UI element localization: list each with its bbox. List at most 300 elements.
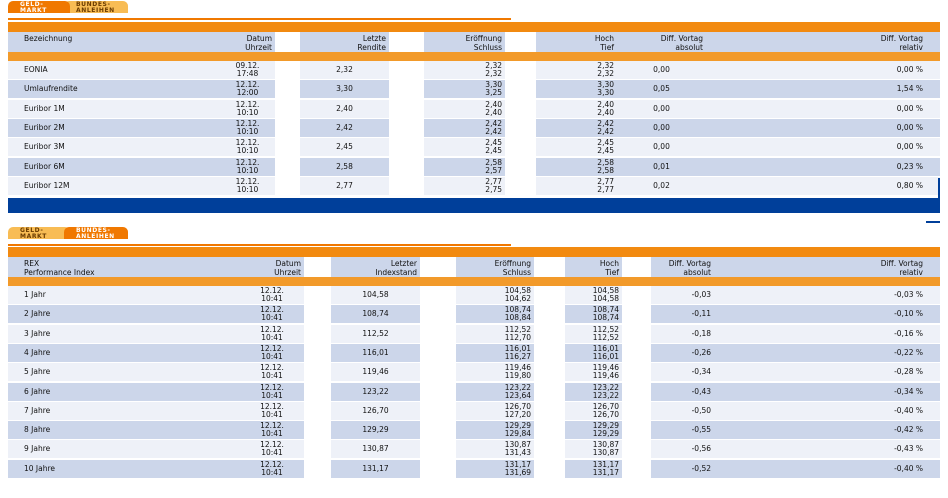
column-gap <box>622 383 651 401</box>
cell-highlow <box>565 460 622 478</box>
header-rex: REX Performance Index <box>24 259 95 277</box>
cell-time: 10:10 <box>236 146 259 156</box>
column-gap <box>505 61 536 79</box>
cell-open: 108,74 <box>504 305 531 315</box>
cell-last: 112,52 <box>362 328 389 338</box>
side-marker <box>938 178 940 198</box>
cell-time: 10:10 <box>236 107 259 117</box>
cell-datetime <box>240 325 304 343</box>
header-eroeffnung[interactable]: Eröffnung Schluss <box>494 259 531 277</box>
cell-close: 119,80 <box>504 371 531 381</box>
column-gap <box>534 460 565 478</box>
column-gap <box>534 440 565 458</box>
cell-rel: -0,16 % <box>894 328 923 338</box>
cell-abs: 0,00 <box>653 142 670 152</box>
cell-abs: -0,11 <box>691 309 711 319</box>
cell-openclose <box>424 100 505 118</box>
cell-openclose <box>424 177 505 195</box>
cell-low: 2,32 <box>597 69 614 78</box>
cell-low: 108,74 <box>592 313 619 323</box>
cell-abs: -0,34 <box>691 367 711 377</box>
cell-high: 2,58 <box>597 157 614 167</box>
cell-rel: 0,80 % <box>896 180 923 190</box>
cell-time: 10:10 <box>236 165 259 175</box>
cell-openclose <box>456 344 534 362</box>
table-row[interactable] <box>8 440 940 458</box>
cell-name: Euribor 1M <box>24 103 65 113</box>
cell-last: 2,32 <box>336 65 353 74</box>
cell-close: 2,57 <box>485 165 502 175</box>
cell-last: 104,58 <box>362 290 389 299</box>
cell-rel: -0,10 % <box>894 309 923 319</box>
header-diff-relativ[interactable]: Diff. Vortag relativ <box>880 259 923 277</box>
column-gap <box>304 440 331 458</box>
cell-name: 7 Jahre <box>24 405 51 415</box>
cell-close: 104,62 <box>504 294 531 303</box>
cell-low: 129,29 <box>592 429 619 439</box>
header-hoch[interactable]: Hoch Tief <box>594 34 614 52</box>
cell-last: 2,77 <box>336 180 353 190</box>
table-row[interactable] <box>8 138 940 156</box>
cell-high: 126,70 <box>592 401 619 411</box>
cell-rel: -0,34 % <box>894 386 923 396</box>
column-gap <box>420 402 456 420</box>
table-header <box>8 257 940 277</box>
cell-high: 3,30 <box>597 80 614 90</box>
cell-date: 12.12. <box>260 459 284 469</box>
column-gap <box>304 402 331 420</box>
cell-open: 126,70 <box>504 401 531 411</box>
cell-time: 10:41 <box>261 467 283 477</box>
cell-name: Euribor 6M <box>24 161 65 171</box>
column-gap <box>389 100 424 118</box>
cell-openclose <box>456 402 534 420</box>
cell-date: 12.12. <box>235 138 260 148</box>
column-gap <box>304 363 331 381</box>
column-gap <box>304 383 331 401</box>
cell-close: 2,42 <box>485 126 502 136</box>
table-head-bar <box>8 22 940 32</box>
column-gap <box>505 119 536 137</box>
cell-date: 12.12. <box>260 440 284 450</box>
cell-datetime <box>240 440 304 458</box>
column-gap <box>622 305 651 323</box>
cell-rel: -0,42 % <box>894 425 923 435</box>
column-gap <box>420 383 456 401</box>
cell-date: 12.12. <box>235 118 260 128</box>
cell-low: 130,87 <box>592 448 619 458</box>
cell-low: 2,40 <box>597 107 614 117</box>
cell-time: 10:41 <box>261 351 283 361</box>
column-gap <box>534 305 565 323</box>
column-gap <box>622 440 651 458</box>
cell-last: 131,17 <box>362 463 389 473</box>
header-eroeffnung[interactable]: Eröffnung Schluss <box>465 34 502 52</box>
cell-abs: -0,43 <box>691 386 711 396</box>
tab-bundesanleihen[interactable]: BUNDES- ANLEIHEN <box>64 227 128 239</box>
cell-openclose <box>456 460 534 478</box>
cell-close: 108,84 <box>504 313 531 323</box>
column-gap <box>622 421 651 439</box>
column-gap <box>304 421 331 439</box>
column-gap <box>534 402 565 420</box>
header-separator <box>8 277 940 286</box>
cell-datetime <box>240 363 304 381</box>
cell-rel: -0,28 % <box>894 367 923 377</box>
footer-bar <box>8 198 940 213</box>
cell-datetime <box>220 61 275 79</box>
cell-rel: 0,23 % <box>896 161 923 171</box>
column-gap <box>304 460 331 478</box>
cell-highlow <box>565 363 622 381</box>
cell-name: Umlaufrendite <box>24 84 78 94</box>
cell-rel: 0,00 % <box>896 103 923 113</box>
cell-name: 10 Jahre <box>24 463 56 473</box>
cell-time: 10:41 <box>261 332 283 342</box>
table-row[interactable] <box>8 325 940 343</box>
cell-time: 10:41 <box>261 429 283 439</box>
table-row[interactable] <box>8 305 940 323</box>
column-gap <box>275 61 300 79</box>
column-gap <box>622 325 651 343</box>
cell-abs: -0,56 <box>691 444 711 454</box>
cell-abs: -0,18 <box>691 328 711 338</box>
cell-datetime <box>240 402 304 420</box>
cell-abs: 0,02 <box>653 180 670 190</box>
cell-close: 123,64 <box>504 390 531 400</box>
cell-rel: 0,00 % <box>896 142 923 152</box>
cell-date: 12.12. <box>235 99 260 109</box>
cell-last: 108,74 <box>362 309 389 319</box>
column-gap <box>622 460 651 478</box>
column-gap <box>420 460 456 478</box>
cell-open: 2,32 <box>485 61 502 70</box>
cell-date: 12.12. <box>260 343 284 353</box>
tab-bar-bundesanleihen <box>8 227 128 239</box>
cell-highlow <box>565 286 622 304</box>
cell-close: 2,40 <box>485 107 502 117</box>
table-row[interactable] <box>8 402 940 420</box>
cell-time: 12:00 <box>236 88 259 98</box>
cell-abs: -0,50 <box>691 405 711 415</box>
cell-rel: 0,00 % <box>896 122 923 132</box>
cell-last: 129,29 <box>362 425 389 435</box>
cell-openclose <box>424 61 505 79</box>
cell-highlow <box>565 402 622 420</box>
cell-rel: -0,03 % <box>894 290 923 299</box>
cell-last: 2,45 <box>336 142 353 152</box>
header-letzter[interactable]: Letzter Indexstand <box>375 259 417 277</box>
column-gap <box>505 158 536 176</box>
column-gap <box>622 402 651 420</box>
cell-abs: 0,00 <box>653 103 670 113</box>
header-gap <box>420 257 456 277</box>
cell-highlow <box>536 138 617 156</box>
column-gap <box>304 286 331 304</box>
cell-open: 131,17 <box>504 459 531 469</box>
tab-bar-geldmarkt <box>8 1 128 13</box>
column-gap <box>534 383 565 401</box>
header-gap <box>275 32 300 52</box>
column-gap <box>420 363 456 381</box>
cell-high: 123,22 <box>592 382 619 392</box>
cell-close: 131,43 <box>504 448 531 458</box>
cell-high: 2,32 <box>597 61 614 70</box>
table-row[interactable] <box>8 119 940 137</box>
cell-high: 2,42 <box>597 118 614 128</box>
column-gap <box>275 80 300 98</box>
cell-highlow <box>536 177 617 195</box>
cell-openclose <box>424 119 505 137</box>
cell-name: 4 Jahre <box>24 347 51 357</box>
cell-highlow <box>565 383 622 401</box>
cell-datetime <box>220 119 275 137</box>
cell-datetime <box>220 100 275 118</box>
cell-abs: -0,52 <box>691 463 711 473</box>
column-gap <box>534 325 565 343</box>
cell-name: 3 Jahre <box>24 328 51 338</box>
cell-date: 12.12. <box>260 305 284 315</box>
cell-close: 129,84 <box>504 429 531 439</box>
cell-name: 5 Jahre <box>24 367 51 377</box>
cell-high: 104,58 <box>592 286 619 295</box>
cell-abs: 0,01 <box>653 161 670 171</box>
cell-high: 119,46 <box>592 363 619 373</box>
table-row[interactable] <box>8 100 940 118</box>
cell-last: 3,30 <box>336 84 353 94</box>
cell-name: Euribor 12M <box>24 180 70 190</box>
cell-rel: -0,40 % <box>894 463 923 473</box>
cell-close: 2,45 <box>485 146 502 156</box>
cell-open: 123,22 <box>504 382 531 392</box>
cell-date: 12.12. <box>260 363 284 373</box>
column-gap <box>534 286 565 304</box>
cell-time: 10:41 <box>261 313 283 323</box>
cell-date: 12.12. <box>260 401 284 411</box>
cell-close: 127,20 <box>504 409 531 419</box>
cell-high: 112,52 <box>592 324 619 334</box>
cell-abs: -0,03 <box>691 290 711 299</box>
cell-low: 2,45 <box>597 146 614 156</box>
cell-time: 10:41 <box>261 371 283 381</box>
cell-low: 119,46 <box>592 371 619 381</box>
header-gap <box>505 32 536 52</box>
cell-datetime <box>220 177 275 195</box>
cell-openclose <box>456 440 534 458</box>
cell-highlow <box>536 158 617 176</box>
cell-highlow <box>565 325 622 343</box>
cell-low: 2,42 <box>597 126 614 136</box>
column-gap <box>622 344 651 362</box>
column-gap <box>622 363 651 381</box>
cell-openclose <box>456 305 534 323</box>
cell-open: 2,45 <box>485 138 502 148</box>
cell-open: 119,46 <box>504 363 531 373</box>
cell-abs: 0,00 <box>653 65 670 74</box>
column-gap <box>505 100 536 118</box>
cell-openclose <box>424 80 505 98</box>
header-diff-absolut[interactable]: Diff. Vortag absolut <box>660 34 703 52</box>
header-gap <box>304 257 331 277</box>
header-bezeichnung: Bezeichnung <box>24 34 73 43</box>
cell-low: 104,58 <box>592 294 619 303</box>
cell-openclose <box>456 421 534 439</box>
header-datum[interactable]: Datum Uhrzeit <box>274 259 301 277</box>
cell-close: 112,70 <box>504 332 531 342</box>
cell-abs: -0,55 <box>691 425 711 435</box>
header-diff-relativ[interactable]: Diff. Vortag relativ <box>880 34 923 52</box>
cell-rel: 0,00 % <box>896 65 923 74</box>
cell-open: 2,40 <box>485 99 502 109</box>
cell-time: 10:41 <box>261 390 283 400</box>
cell-datetime <box>240 286 304 304</box>
header-gap <box>534 257 565 277</box>
cell-openclose <box>456 363 534 381</box>
cell-date: 12.12. <box>260 382 284 392</box>
cell-last: 130,87 <box>362 444 389 454</box>
cell-time: 10:10 <box>236 126 259 136</box>
cell-low: 131,17 <box>592 467 619 477</box>
cell-datetime <box>220 138 275 156</box>
cell-datetime <box>240 460 304 478</box>
cell-high: 130,87 <box>592 440 619 450</box>
cell-time: 17:48 <box>236 69 259 78</box>
column-gap <box>420 440 456 458</box>
table-row[interactable] <box>8 177 940 195</box>
table-row[interactable] <box>8 80 940 98</box>
table-row[interactable] <box>8 421 940 439</box>
tab-underline <box>8 244 511 246</box>
cell-abs: 0,05 <box>653 84 670 94</box>
header-letzte[interactable]: Letzte Rendite <box>357 34 386 52</box>
cell-name: 2 Jahre <box>24 309 51 319</box>
cell-date: 12.12. <box>260 324 284 334</box>
cell-low: 116,01 <box>592 351 619 361</box>
cell-rel: -0,43 % <box>894 444 923 454</box>
column-gap <box>389 61 424 79</box>
cell-last: 2,40 <box>336 103 353 113</box>
cell-close: 2,75 <box>485 184 502 194</box>
cell-datetime <box>220 80 275 98</box>
cell-low: 112,52 <box>592 332 619 342</box>
column-gap <box>275 119 300 137</box>
column-gap <box>389 138 424 156</box>
cell-open: 2,58 <box>485 157 502 167</box>
header-datum[interactable]: Datum Uhrzeit <box>245 34 272 52</box>
cell-abs: -0,26 <box>691 347 711 357</box>
column-gap <box>420 421 456 439</box>
table-row[interactable] <box>8 363 940 381</box>
cell-last: 2,42 <box>336 122 353 132</box>
cell-datetime <box>240 305 304 323</box>
cell-last: 123,22 <box>362 386 389 396</box>
cell-close: 2,32 <box>485 69 502 78</box>
cell-open: 2,42 <box>485 118 502 128</box>
table-row[interactable] <box>8 286 940 304</box>
cell-high: 129,29 <box>592 421 619 431</box>
cell-name: 9 Jahre <box>24 444 51 454</box>
column-gap <box>534 363 565 381</box>
cell-datetime <box>220 158 275 176</box>
header-hoch[interactable]: Hoch Tief <box>599 259 619 277</box>
tab-geldmarkt[interactable]: GELD- MARKT <box>8 1 70 13</box>
cell-datetime <box>240 421 304 439</box>
cell-high: 108,74 <box>592 305 619 315</box>
cell-name: Euribor 2M <box>24 122 65 132</box>
cell-highlow <box>536 119 617 137</box>
cell-high: 2,45 <box>597 138 614 148</box>
cell-open: 116,01 <box>504 343 531 353</box>
column-gap <box>389 158 424 176</box>
cell-open: 112,52 <box>504 324 531 334</box>
table-header <box>8 32 940 52</box>
cell-rel: 1,54 % <box>896 84 923 94</box>
cell-name: EONIA <box>24 65 48 74</box>
cell-name: Euribor 3M <box>24 142 65 152</box>
cell-time: 10:10 <box>236 184 259 194</box>
cell-openclose <box>456 286 534 304</box>
cell-rel: -0,40 % <box>894 405 923 415</box>
cell-datetime <box>240 344 304 362</box>
cell-highlow <box>536 80 617 98</box>
cell-open: 130,87 <box>504 440 531 450</box>
cell-highlow <box>565 344 622 362</box>
cell-time: 10:41 <box>261 409 283 419</box>
header-gap <box>622 257 651 277</box>
column-gap <box>389 119 424 137</box>
column-gap <box>505 138 536 156</box>
header-diff-absolut[interactable]: Diff. Vortag absolut <box>668 259 711 277</box>
cell-highlow <box>536 61 617 79</box>
cell-date: 12.12. <box>235 176 260 186</box>
table-row[interactable] <box>8 158 940 176</box>
cell-time: 10:41 <box>261 294 283 303</box>
tab-geldmarkt[interactable]: GELD- MARKT <box>8 227 70 239</box>
column-gap <box>420 325 456 343</box>
cell-time: 10:41 <box>261 448 283 458</box>
cell-openclose <box>424 138 505 156</box>
cell-open: 104,58 <box>504 286 531 295</box>
table-row[interactable] <box>8 460 940 478</box>
column-gap <box>622 286 651 304</box>
column-gap <box>505 80 536 98</box>
cell-openclose <box>424 158 505 176</box>
column-gap <box>420 344 456 362</box>
cell-close: 3,25 <box>485 88 502 98</box>
cell-high: 131,17 <box>592 459 619 469</box>
cell-open: 2,77 <box>485 176 502 186</box>
column-gap <box>304 344 331 362</box>
table-row[interactable] <box>8 344 940 362</box>
column-gap <box>275 158 300 176</box>
column-gap <box>304 325 331 343</box>
cell-highlow <box>565 421 622 439</box>
column-gap <box>275 177 300 195</box>
tab-bundesanleihen[interactable]: BUNDES- ANLEIHEN <box>64 1 128 13</box>
cell-last: 116,01 <box>362 347 389 357</box>
column-gap <box>534 344 565 362</box>
table-row[interactable] <box>8 61 940 79</box>
column-gap <box>420 305 456 323</box>
cell-name: 1 Jahr <box>24 290 46 299</box>
cell-open: 3,30 <box>485 80 502 90</box>
cell-low: 126,70 <box>592 409 619 419</box>
cell-name: 8 Jahre <box>24 425 51 435</box>
table-row[interactable] <box>8 383 940 401</box>
column-gap <box>420 286 456 304</box>
side-dash <box>926 221 940 223</box>
cell-date: 12.12. <box>260 421 284 431</box>
